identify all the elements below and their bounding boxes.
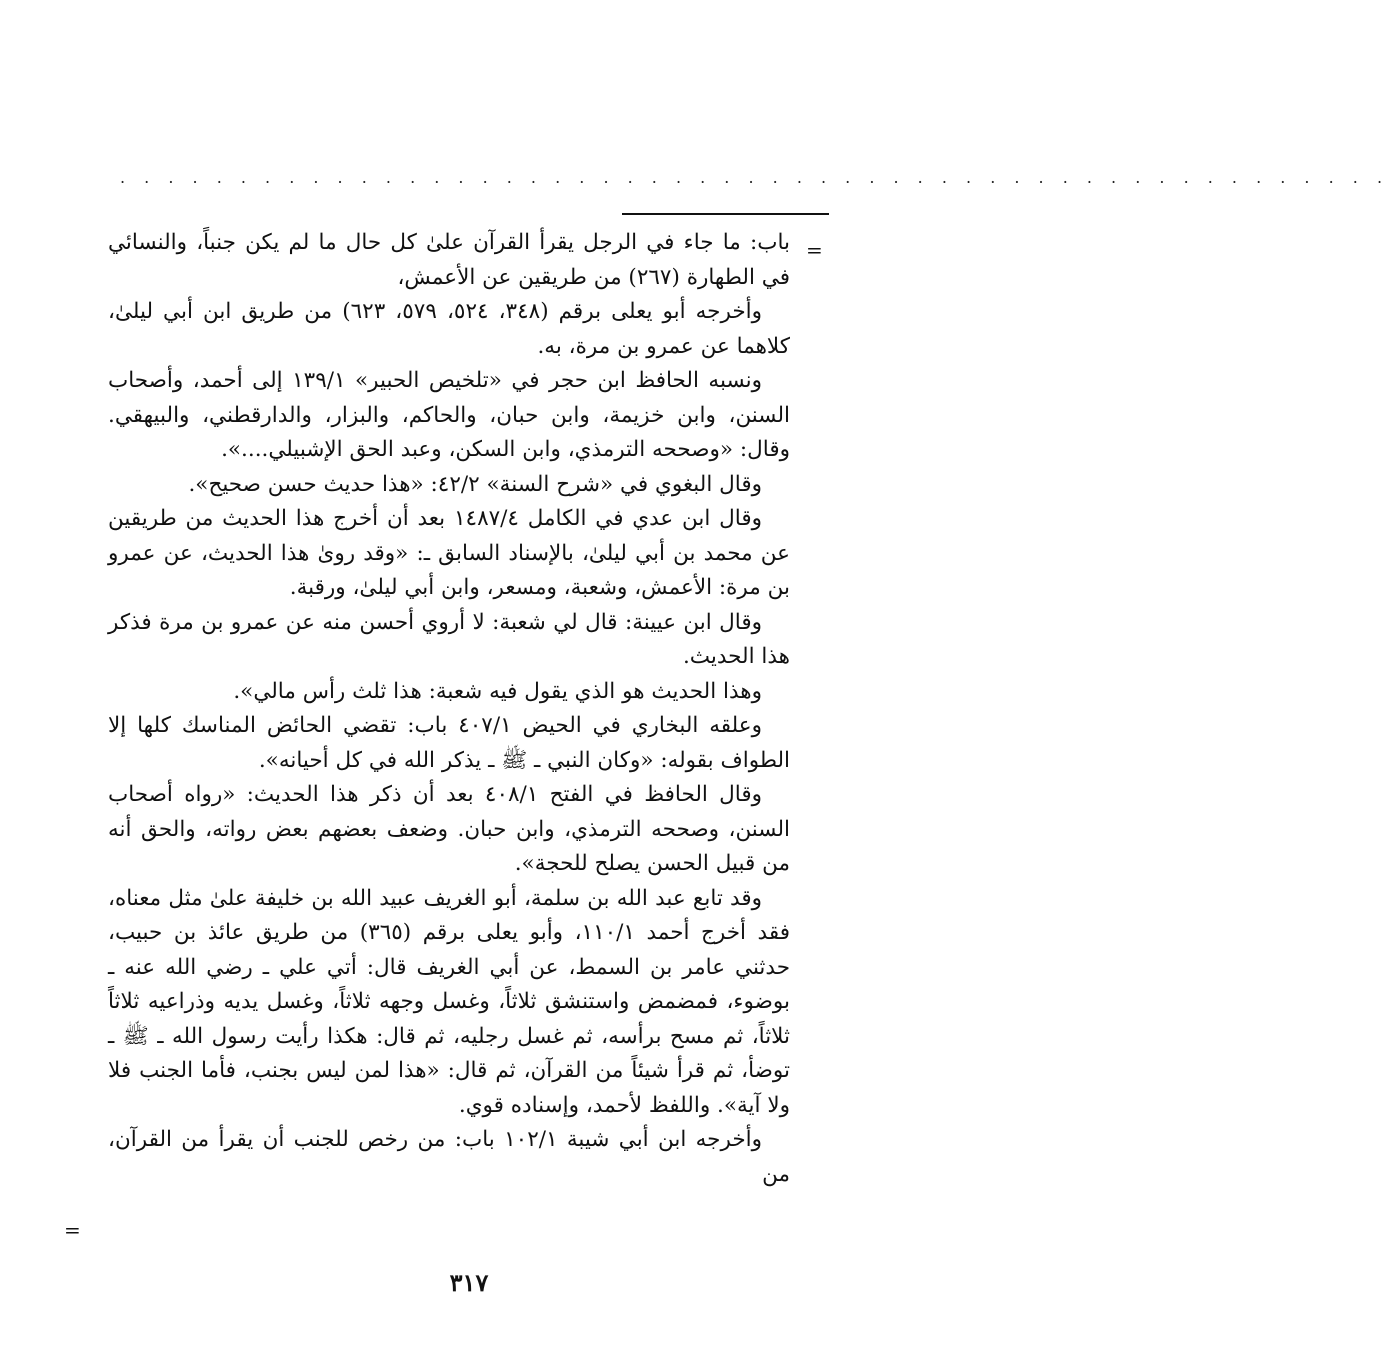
footnote-paragraph: باب: ما جاء في الرجل يقرأ القرآن علىٰ كل حال ما لم يكن جنباً، والنسائي في الطهارة (٢٦٧) من طريقين عن الأعمش، [108, 230, 790, 290]
footnote-paragraph: وقد تابع عبد الله بن سلمة، أبو الغريف عبيد الله بن خليفة علىٰ مثل معناه، فقد أخرج أحمد ١١٠/١، وأبو يعلى برقم (٣٦٥) من طريق عائذ بن حبيب، حدثني عامر بن السمط، عن أبي الغريف قال: أتي علي ـ رضي الله عنه ـ بوضوء، فمضمض واستنشق ثلاثاً، وغسل وجهه ثلاثاً، وغسل يديه وذراعيه ثلاثاً ثلاثاً، ثم مسح برأسه، ثم غسل رجليه، ثم قال: هكذا رأيت رسول الله ـ ﷺ ـ توضأ، ثم قرأ شيئاً من القرآن، ثم قال: «هذا لمن ليس بجنب، فأما الجنب فلا ولا آية». واللفظ لأحمد، وإسناده قوي. [108, 885, 790, 1118]
footnote-paragraph: وقال ابن عدي في الكامل ١٤٨٧/٤ بعد أن أخرج هذا الحديث من طريقين عن محمد بن أبي ليلىٰ، بالإسناد السابق ـ: «وقد روىٰ هذا الحديث، عن عمرو بن مرة: الأعمش، وشعبة، ومسعر، وابن أبي ليلىٰ، ورقبة. [108, 506, 790, 600]
footnote-paragraph: وأخرجه ابن أبي شيبة ١٠٢/١ باب: من رخص للجنب أن يقرأ من القرآن، من [108, 1127, 790, 1187]
continuation-mark-top: = [806, 238, 823, 262]
footnote-paragraph: ونسبه الحافظ ابن حجر في «تلخيص الحبير» ١٣٩/١ إلى أحمد، وأصحاب السنن، وابن خزيمة، وابن حبان، والحاكم، والبزار، والدارقطني، والبيهقي. وقال: «وصححه الترمذي، وابن السكن، وعبد الحق الإشبيلي....». [108, 368, 790, 462]
footnote-paragraph: وهذا الحديث هو الذي يقول فيه شعبة: هذا ثلث رأس مالي». [233, 678, 762, 704]
footnote-paragraph: وقال ابن عيينة: قال لي شعبة: لا أروي أحسن منه عن عمرو بن مرة فذكر هذا الحديث. [108, 609, 790, 669]
footnote-paragraph: وقال الحافظ في الفتح ٤٠٨/١ بعد أن ذكر هذا الحديث: «رواه أصحاب السنن، وصححه الترمذي، وابن حبان. وضعف بعضهم بعض رواته، والحق أنه من قبيل الحسن يصلح للحجة». [108, 782, 790, 876]
footnote-text [108, 226, 790, 1192]
continuation-mark-bottom: = [64, 1218, 81, 1242]
dotted-separator: . . . . . . . . . . . . . . . . . . . . . . . . . . . . . . . . . . . . . . . . . . . . . . . . . . . . . [120, 168, 1389, 187]
footnote-paragraph: وعلقه البخاري في الحيض ٤٠٧/١ باب: تقضي الحائض المناسك كلها إلا الطواف بقوله: «وكان النبي ـ ﷺ ـ يذكر الله في كل أحيانه». [108, 713, 790, 773]
page-number: ٣١٧ [449, 1268, 489, 1297]
footnote-paragraph: وأخرجه أبو يعلى برقم (٣٤٨، ٥٢٤، ٥٧٩، ٦٢٣) من طريق ابن أبي ليلىٰ، كلاهما عن عمرو بن مرة، به. [108, 299, 790, 359]
footnote-paragraph: وقال البغوي في «شرح السنة» ٤٢/٢: «هذا حديث حسن صحيح». [188, 471, 762, 497]
footnote-rule [622, 213, 829, 215]
